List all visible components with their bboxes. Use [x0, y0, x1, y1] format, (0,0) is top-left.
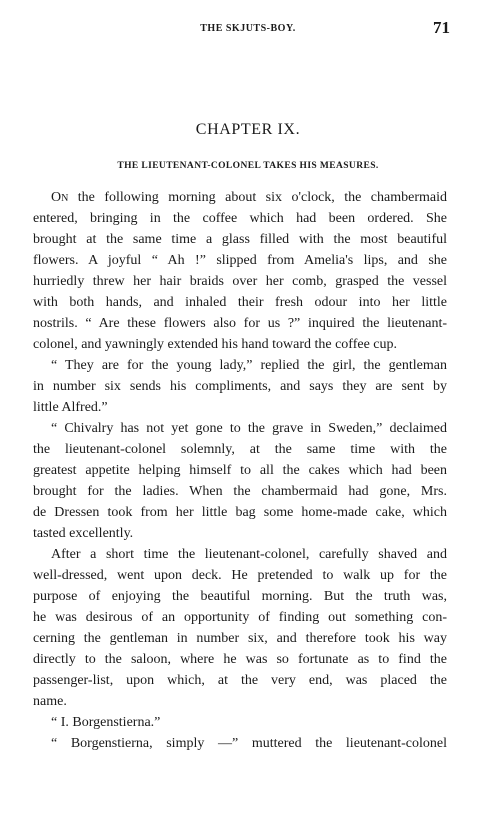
text-line: with both hands, and inhaled their fresh odour into her little: [33, 295, 447, 310]
running-head: [46, 18, 450, 38]
drop-word: On: [51, 190, 69, 205]
text-line: little Alfred.”: [33, 400, 108, 415]
chapter-subtitle: THE LIEUTENANT-COLONEL TAKES HIS MEASURES.: [117, 161, 379, 171]
text-line: brought for the ladies. When the chambermaid had gone, Mrs.: [33, 484, 447, 499]
text-line: greatest appetite helping himself to all the cakes which had been: [33, 463, 447, 478]
text-line: “ They are for the young lady,” replied the girl, the gentleman: [51, 358, 447, 373]
text-line: in number six sends his compliments, and says they are sent by: [33, 379, 447, 394]
text-line: flowers. A joyful “ Ah !” slipped from Amelia's lips, and she: [33, 253, 447, 268]
page-number: 71: [433, 18, 450, 37]
text-line: tasted excellently.: [33, 526, 134, 541]
text-line: “ Borgenstierna, simply —” muttered the lieutenant-colonel: [51, 736, 447, 751]
text-line: “ I. Borgenstierna.”: [51, 715, 161, 730]
text-line: the lieutenant-colonel solemnly, at the same time with the: [33, 442, 447, 457]
running-title: THE SKJUTS-BOY.: [200, 23, 296, 34]
text-line: cerning the gentleman in number six, and therefore took his way: [33, 631, 447, 646]
text-line: de Dressen took from her little bag some home-made cake, which: [33, 505, 447, 520]
text-line: brought at the same time a glass filled with the most beautiful: [33, 232, 447, 247]
body-text: [33, 187, 447, 754]
text-line: purpose of enjoying the beautiful morning. But the truth was,: [33, 589, 447, 604]
text-line: entered, bringing in the coffee which had been ordered. She: [33, 211, 447, 226]
text-line: passenger-list, upon which, at the very end, was placed the: [33, 673, 447, 688]
text-line: well-dressed, went upon deck. He pretended to walk up for the: [33, 568, 447, 583]
text-line: hurriedly threw her hair braids over her comb, grasped the vessel: [33, 274, 447, 289]
chapter-heading: CHAPTER IX.: [195, 121, 301, 138]
text-line: colonel, and yawningly extended his hand toward the coffee cup.: [33, 337, 398, 352]
text-line: “ Chivalry has not yet gone to the grave in Sweden,” declaimed: [51, 421, 447, 436]
text-line: directly to the saloon, where he was so fortunate as to find the: [33, 652, 447, 667]
text-line: After a short time the lieutenant-colonel, carefully shaved and: [51, 547, 447, 562]
text-line: nostrils. “ Are these flowers also for us ?” inquired the lieutenant-: [33, 316, 447, 331]
text-line: On the following morning about six o'clock, the chambermaid: [51, 190, 447, 205]
text-line: he was desirous of an opportunity of finding out something con-: [33, 610, 447, 625]
text-line: name.: [33, 694, 67, 709]
